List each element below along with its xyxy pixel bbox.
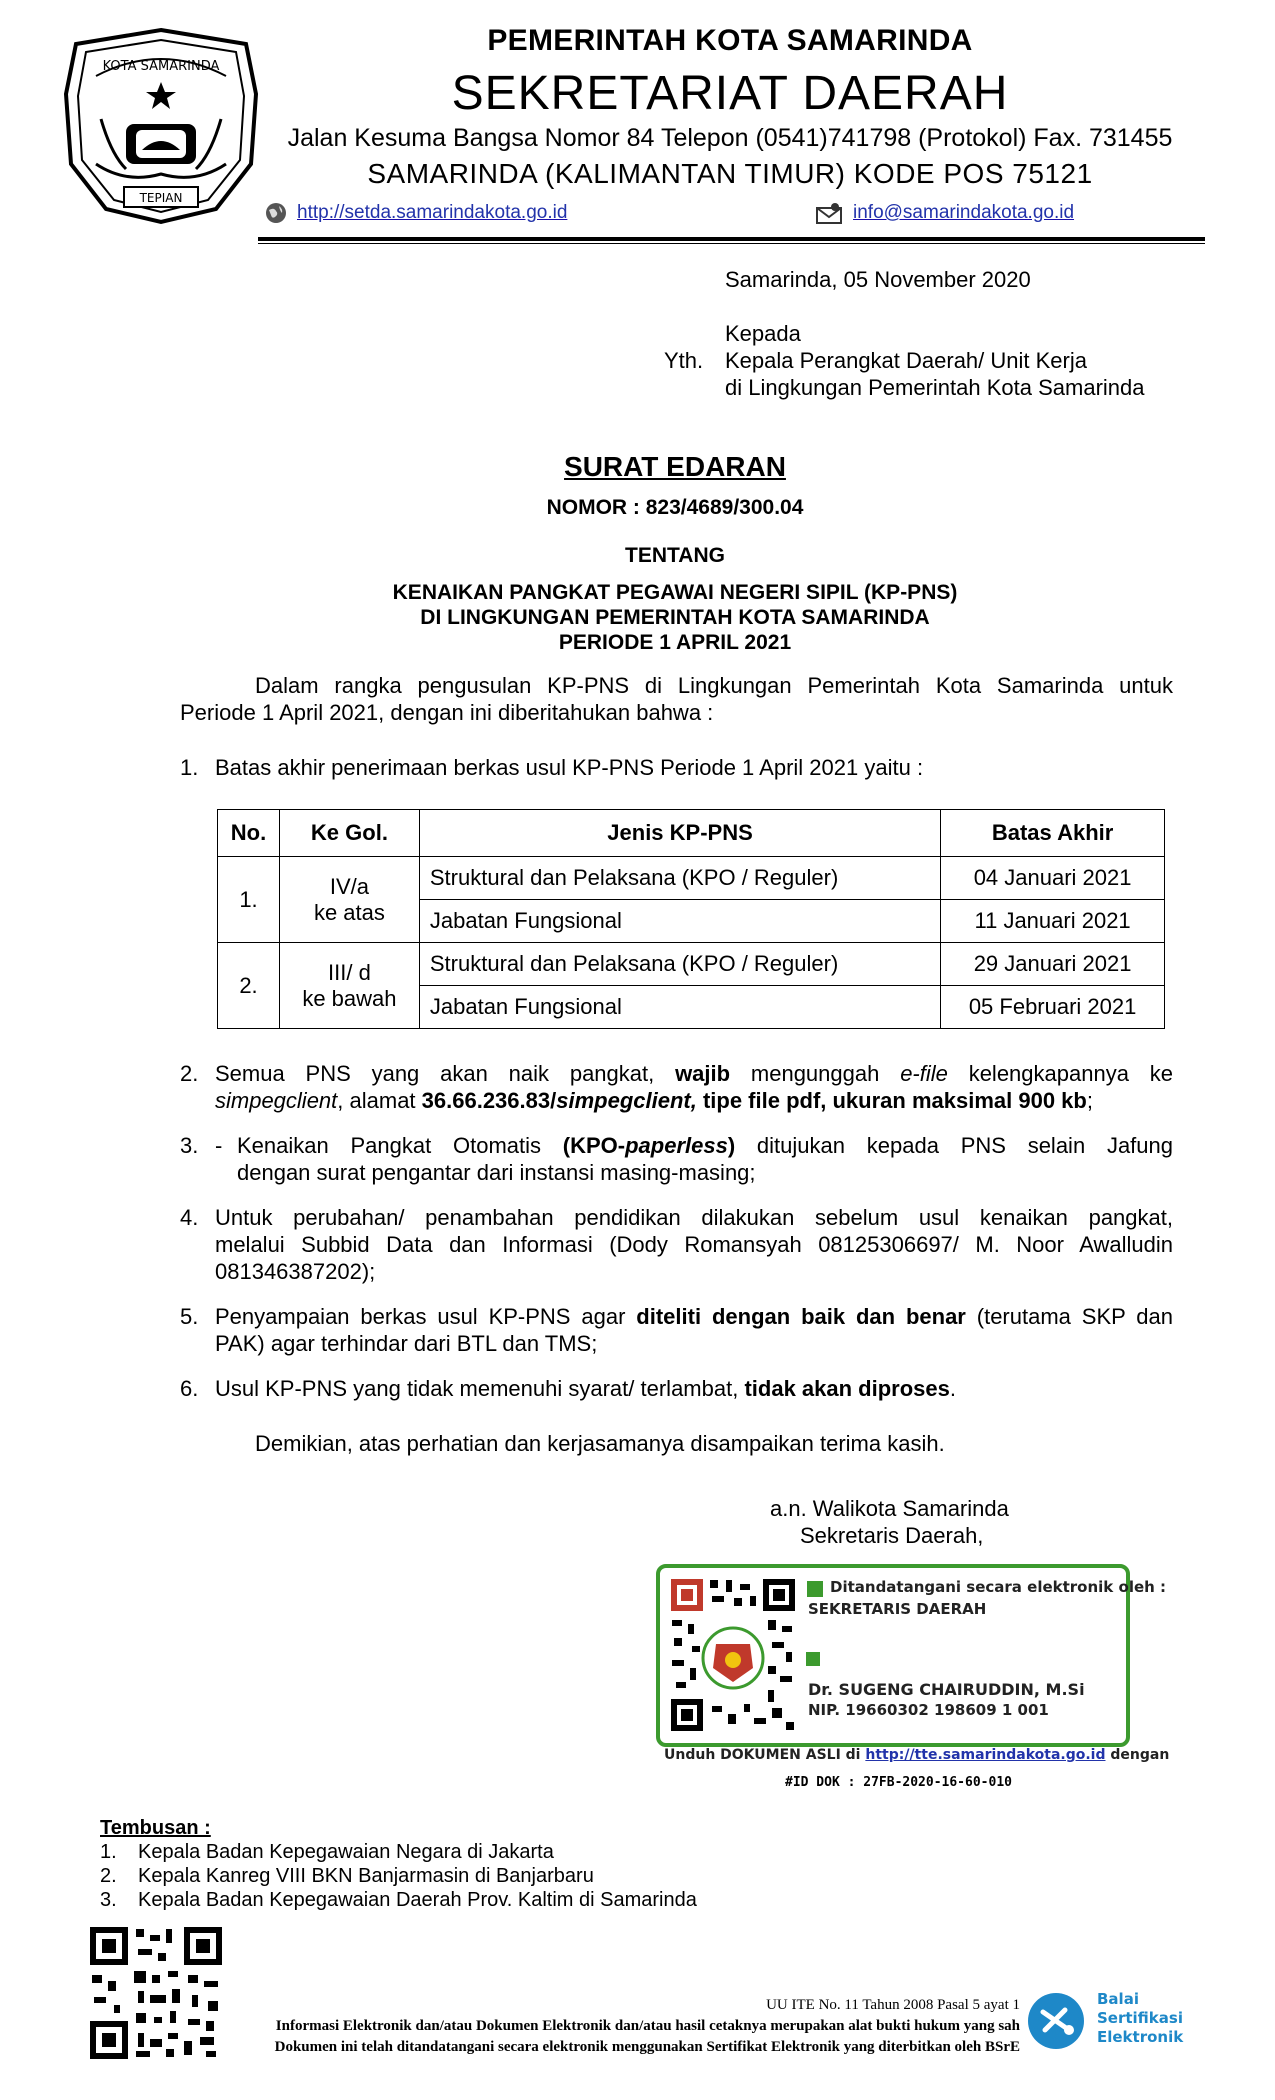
- gol-range: ke atas: [313, 899, 385, 925]
- letterhead-city: SAMARINDA (KALIMANTAN TIMUR) KODE POS 75121: [367, 158, 1093, 189]
- item6-bold: tidak akan diproses: [744, 1376, 950, 1401]
- table-header: Batas Akhir: [941, 810, 1165, 857]
- envelope-icon: [815, 202, 843, 224]
- table-cell-jenis: Struktural dan Pelaksana (KPO / Reguler): [419, 857, 940, 900]
- item5-text: (terutama SKP dan: [965, 1304, 1173, 1329]
- table-row: [218, 857, 1165, 900]
- city-emblem-logo: [56, 24, 266, 226]
- bsre-logo-icon: [1025, 1990, 1087, 2052]
- signatory-line2: Sekretaris Daerah,: [800, 1523, 984, 1548]
- checkbox-icon: [806, 1580, 824, 1598]
- item2-number: 2.: [180, 1061, 199, 1086]
- recipient-line1: Kepala Perangkat Daerah/ Unit Kerja: [725, 348, 1087, 373]
- intro-line2: Periode 1 April 2021, dengan ini diberitahukan bahwa :: [180, 700, 714, 725]
- subject-line2: DI LINGKUNGAN PEMERINTAH KOTA SAMARINDA: [420, 606, 930, 629]
- esign-name: Dr. SUGENG CHAIRUDDIN, M.Si: [808, 1680, 1085, 1699]
- esign-nip: NIP. 19660302 198609 1 001: [808, 1701, 1049, 1719]
- letterhead-government: PEMERINTAH KOTA SAMARINDA: [487, 24, 973, 57]
- esign-download-note: [664, 1747, 1169, 1763]
- download-text: Unduh DOKUMEN ASLI di: [664, 1747, 866, 1763]
- item3-number: 3.: [180, 1133, 199, 1158]
- item3-bolditalic: paperless: [625, 1133, 728, 1158]
- item5-text: Penyampaian berkas usul KP-PNS agar: [215, 1304, 637, 1329]
- item2-text: ;: [1086, 1088, 1093, 1113]
- signatory-line1: a.n. Walikota Samarinda: [770, 1496, 1009, 1521]
- table-cell-batas: 05 Februari 2021: [941, 986, 1165, 1029]
- bsre-brand: [1097, 1990, 1183, 2047]
- globe-icon: [265, 202, 287, 224]
- table-cell-batas: 11 Januari 2021: [941, 900, 1165, 943]
- item5-number: 5.: [180, 1304, 199, 1329]
- logo-title-text: KOTA SAMARINDA: [102, 59, 220, 74]
- bsre-brand-line: Elektronik: [1097, 2028, 1184, 2046]
- table-header: No.: [218, 810, 280, 857]
- gol-range: ke bawah: [302, 985, 397, 1011]
- electronic-signature-box: [656, 1564, 1167, 1747]
- table-cell-jenis: Struktural dan Pelaksana (KPO / Reguler): [419, 943, 940, 986]
- item5-line1: [215, 1303, 1173, 1330]
- table-cell-batas: 04 Januari 2021: [941, 857, 1165, 900]
- recipient-yth: Yth.: [664, 348, 704, 373]
- recipient-kepada: Kepada: [725, 321, 801, 346]
- table-cell-gol: [279, 943, 419, 1029]
- table-header: Jenis KP-PNS: [419, 810, 940, 857]
- website-link[interactable]: [265, 202, 567, 224]
- item3-dash: -: [215, 1133, 223, 1158]
- item2-line1: [215, 1060, 1173, 1087]
- item1-text: Batas akhir penerimaan berkas usul KP-PNS Periode 1 April 2021 yaitu :: [215, 755, 924, 780]
- esign-document-id: #ID DOK : 27FB-2020-16-60-010: [785, 1775, 1012, 1790]
- subject-line3: PERIODE 1 APRIL 2021: [558, 631, 792, 654]
- tembusan-item-number: 1.: [100, 1841, 117, 1863]
- tembusan-item: Kepala Badan Kepegawaian Negara di Jakarta: [138, 1841, 554, 1863]
- tembusan-item: Kepala Badan Kepegawaian Daerah Prov. Kaltim di Samarinda: [138, 1889, 697, 1911]
- item2-text: , alamat: [337, 1088, 422, 1113]
- document-title: SURAT EDARAN: [564, 451, 786, 482]
- item2-line2: [215, 1087, 1093, 1114]
- closing-text: Demikian, atas perhatian dan kerjasamanya disampaikan terima kasih.: [255, 1431, 945, 1456]
- name-marker-icon: [806, 1652, 820, 1666]
- bsre-brand-line: Balai: [1097, 1990, 1139, 2008]
- item4-line2: melalui Subbid Data dan Informasi (Dody Romansyah 08125306697/ M. Noor Awalludin: [215, 1232, 1173, 1257]
- table-cell-batas: 29 Januari 2021: [941, 943, 1165, 986]
- email-link[interactable]: [815, 202, 1074, 224]
- item2-path: simpegclient,: [556, 1088, 697, 1113]
- gol-value: IV/a: [329, 873, 369, 899]
- table-cell-gol: [279, 857, 419, 943]
- item5-bold: diteliti dengan baik dan benar: [636, 1304, 966, 1329]
- letterhead-rule: [258, 237, 1205, 241]
- table-row: [218, 943, 1165, 986]
- table-cell-jenis: Jabatan Fungsional: [419, 986, 940, 1029]
- item2-bold: wajib: [675, 1061, 731, 1086]
- item6-number: 6.: [180, 1376, 199, 1401]
- subject-line1: KENAIKAN PANGKAT PEGAWAI NEGERI SIPIL (KP-PNS): [392, 581, 958, 604]
- table-cell-no: 2.: [218, 943, 280, 1029]
- kp-deadline-table: [217, 809, 1165, 1029]
- document-number: NOMOR : 823/4689/300.04: [546, 496, 804, 519]
- footer-line2: Dokumen ini telah ditandatangani secara elektronik menggunakan Sertifikat Elektronik yang diterbitkan oleh BSrE: [274, 2039, 1020, 2055]
- table-header: Ke Gol.: [279, 810, 419, 857]
- item2-text: mengunggah: [730, 1061, 901, 1086]
- footer-law: UU ITE No. 11 Tahun 2008 Pasal 5 ayat 1: [766, 1997, 1020, 2013]
- table-cell-jenis: Jabatan Fungsional: [419, 900, 940, 943]
- tembusan-title: Tembusan :: [100, 1817, 211, 1839]
- item4-line1: Untuk perubahan/ penambahan pendidikan dilakukan sebelum usul kenaikan pangkat,: [215, 1205, 1173, 1230]
- intro-line1: Dalam rangka pengusulan KP-PNS di Lingkungan Pemerintah Kota Samarinda untuk: [255, 673, 1173, 698]
- esign-line1: Ditandatangani secara elektronik oleh :: [830, 1578, 1167, 1596]
- letterhead-rule-thin: [258, 243, 1205, 244]
- item2-ip-address: 36.66.236.83/: [421, 1088, 557, 1113]
- tembusan-item: Kepala Kanreg VIII BKN Banjarmasin di Banjarbaru: [138, 1865, 594, 1887]
- item2-italic: simpegclient: [215, 1088, 338, 1113]
- footer-line1: Informasi Elektronik dan/atau Dokumen Elektronik dan/atau hasil cetaknya merupakan alat bukti hukum yang sah: [275, 2018, 1020, 2034]
- item6-text: .: [949, 1376, 956, 1401]
- tentang-label: TENTANG: [625, 544, 725, 567]
- item2-text: Semua PNS yang akan naik pangkat,: [215, 1061, 676, 1086]
- recipient-line2: di Lingkungan Pemerintah Kota Samarinda: [725, 375, 1145, 400]
- tembusan-item-number: 2.: [100, 1865, 117, 1887]
- item3-bold: ): [727, 1133, 736, 1158]
- signature-qr-code: [668, 1576, 798, 1734]
- item3-text: ditujukan kepada PNS selain Jafung: [735, 1133, 1173, 1158]
- website-url[interactable]: http://setda.samarindakota.go.id: [297, 202, 568, 223]
- letterhead-address: Jalan Kesuma Bangsa Nomor 84 Telepon (0541)741798 (Protokol) Fax. 731455: [287, 124, 1173, 152]
- item2-italic: e-file: [900, 1061, 948, 1086]
- item6-line: [215, 1375, 956, 1402]
- esign-line2: SEKRETARIS DAERAH: [808, 1600, 987, 1618]
- download-link[interactable]: http://tte.samarindakota.go.id: [865, 1747, 1106, 1763]
- item3-line1: [237, 1132, 1173, 1159]
- logo-ribbon-text: TEPIAN: [139, 191, 183, 205]
- table-cell-no: 1.: [218, 857, 280, 943]
- bsre-brand-line: Sertifikasi: [1097, 2009, 1183, 2027]
- item2-file-spec: tipe file pdf, ukuran maksimal 900 kb: [696, 1088, 1087, 1113]
- gol-value: III/ d: [328, 959, 371, 985]
- item4-line3: 081346387202);: [215, 1259, 376, 1284]
- item2-text: kelengkapannya ke: [947, 1061, 1174, 1086]
- item5-line2: PAK) agar terhindar dari BTL dan TMS;: [215, 1331, 598, 1356]
- item3-bold: (KPO-: [562, 1133, 626, 1158]
- table-header-row: [218, 810, 1165, 857]
- email-address[interactable]: info@samarindakota.go.id: [853, 202, 1075, 223]
- item3-text: Kenaikan Pangkat Otomatis: [237, 1133, 563, 1158]
- item3-line2: dengan surat pengantar dari instansi masing-masing;: [237, 1160, 756, 1185]
- letterhead-office: SEKRETARIAT DAERAH: [451, 67, 1009, 120]
- item4-number: 4.: [180, 1205, 199, 1230]
- date-place: Samarinda, 05 November 2020: [725, 267, 1031, 292]
- tembusan-item-number: 3.: [100, 1889, 117, 1911]
- download-text: dengan: [1105, 1747, 1170, 1763]
- item6-text: Usul KP-PNS yang tidak memenuhi syarat/ terlambat,: [215, 1376, 745, 1401]
- item1-number: 1.: [180, 755, 199, 780]
